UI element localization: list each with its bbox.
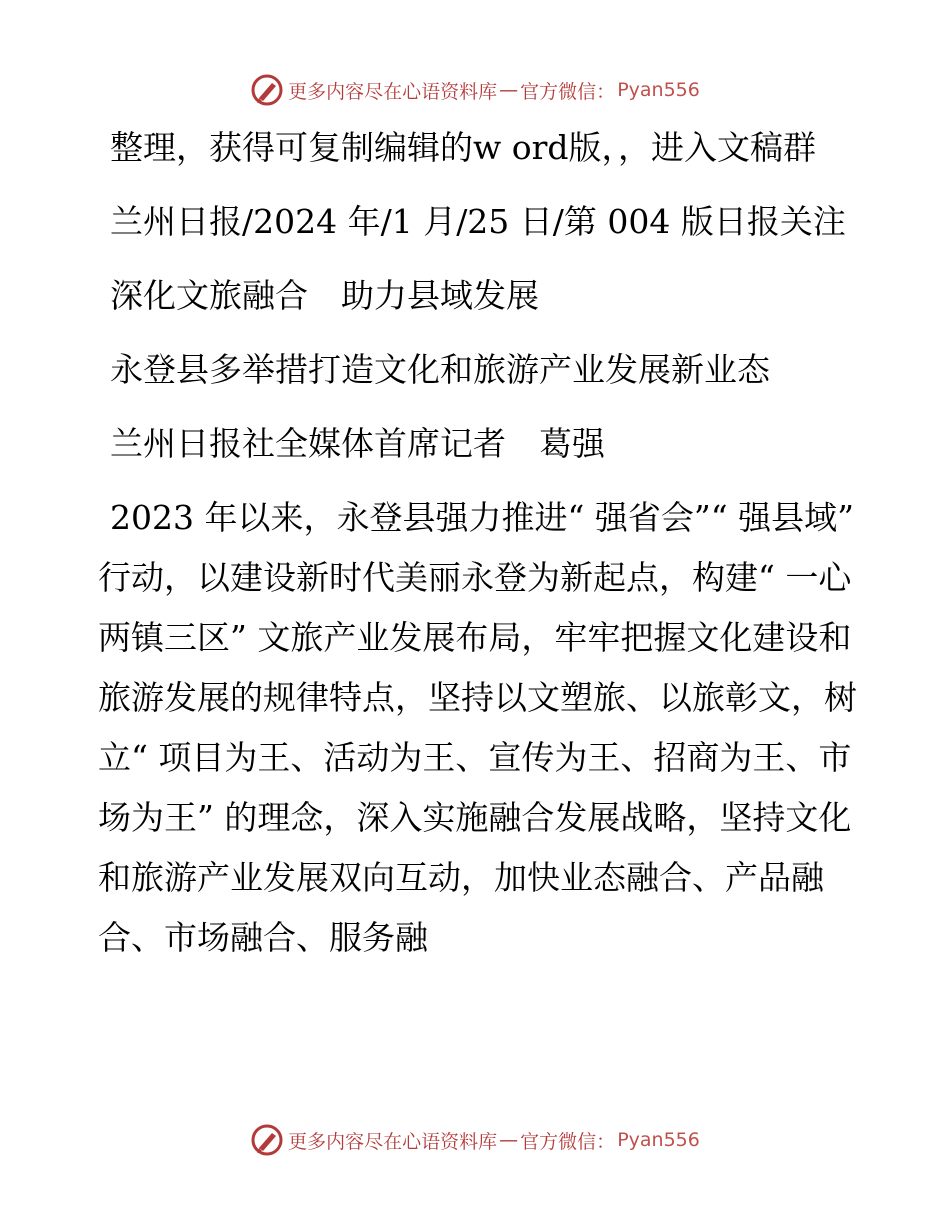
article-title: 深化文旅融合 助力县域发展 [110, 276, 539, 315]
source-line: 兰州日报/2024 年/1 月/25 日/第 004 版日报关注 [110, 202, 846, 241]
watermark-suffix: 官方微信： [520, 1130, 616, 1153]
header-watermark [0, 70, 950, 110]
pen-logo-icon [250, 73, 284, 107]
watermark-id: Pyan556 [617, 79, 700, 101]
watermark-id: Pyan556 [617, 1129, 700, 1151]
footer-watermark [0, 1120, 950, 1160]
watermark-text: 更多内容尽在心语资料库 [288, 80, 498, 103]
pen-logo-icon [250, 1123, 284, 1157]
watermark-suffix: 官方微信： [520, 80, 616, 103]
body-paragraph: 2023 年以来，永登县强力推进“ 强省会”“ 强县域” 行动，以建设新时代美丽永登为新起点，构建“ 一心两镇三区” 文旅产业发展布局，牢牢把握文化建设和旅游发展的规律特点，坚持以文塑旅、以旅彰文，树立“ 项目为王、活动为王、宣传为王、招商为王、市场为王” 的理念，深入实施融合发展战略，坚持文化和旅游产业发展双向互动，加快业态融合、产品融合、市场融合、服务融 [98, 498, 857, 957]
watermark-text: 更多内容尽在心语资料库 [288, 1130, 498, 1153]
article-subtitle: 永登县多举措打造文化和旅游产业发展新业态 [110, 350, 770, 389]
intro-paragraph: 整理，获得可复制编辑的w ord版，，进入文稿群 [110, 128, 817, 167]
document-body [98, 118, 858, 968]
article-byline: 兰州日报社全媒体首席记者 葛强 [110, 424, 605, 463]
watermark-separator: — [499, 1129, 519, 1151]
watermark-separator: — [499, 79, 519, 101]
